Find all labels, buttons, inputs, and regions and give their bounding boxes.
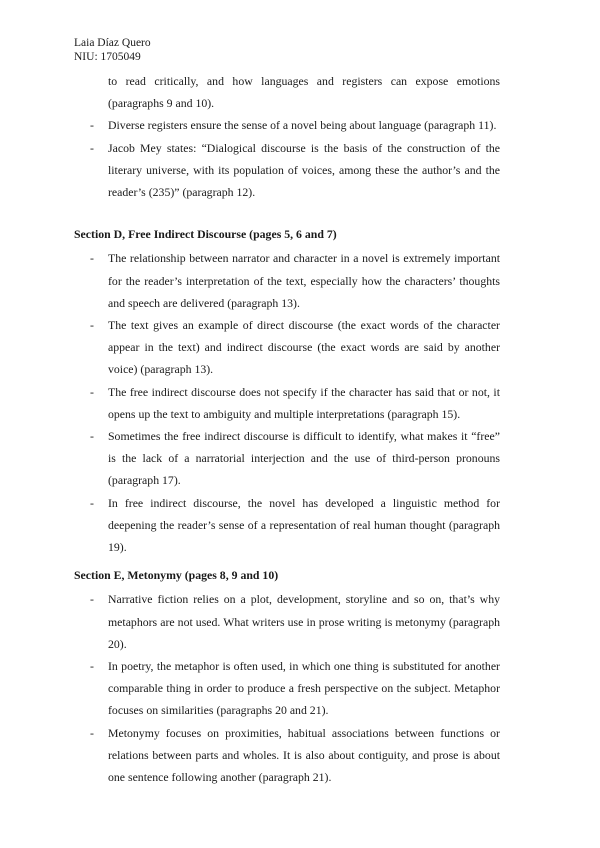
list-item [74, 722, 500, 789]
bullet-text: Narrative fiction relies on a plot, development, storyline and so on, that’s why metaphors are not used. What writers use in prose writing is metonymy (paragraph 20). [108, 592, 500, 651]
bullet-text: Jacob Mey states: “Dialogical discourse is the basis of the construction of the literary universe, with its population of voices, among these the author’s and the reader’s (235)” (paragraph 12). [108, 140, 500, 200]
page-header [74, 36, 151, 64]
intro-bullet-list [74, 70, 500, 203]
bullet-text: to read critically, and how languages and registers can expose emotions (paragraphs 9 and 10). [108, 74, 500, 111]
bullet-text: Sometimes the free indirect discourse is difficult to identify, what makes it “free” is the lack of a narratorial interjection and the use of third-person pronouns (paragraph 17). [108, 429, 500, 488]
bullet-dash: - [90, 251, 94, 266]
list-item [74, 588, 500, 655]
bullet-text: The free indirect discourse does not specify if the character has said that or not, it opens up the text to ambiguity and multiple interpretations (paragraph 15). [108, 384, 500, 421]
section-d-heading: Section D, Free Indirect Discourse (pages 5, 6 and 7) [74, 227, 337, 242]
bullet-dash: - [90, 725, 94, 740]
bullet-text: In poetry, the metaphor is often used, in which one thing is substituted for another comparable thing in order to produce a fresh perspective on the subject. Metaphor focuses on similarities (paragraphs 20 and 21). [108, 659, 500, 718]
author-name: Laia Díaz Quero [74, 37, 151, 49]
list-item [74, 425, 500, 492]
list-item [74, 247, 500, 314]
list-item [74, 70, 500, 114]
bullet-dash: - [90, 118, 94, 133]
bullet-text: Diverse registers ensure the sense of a novel being about language (paragraph 11). [108, 118, 497, 133]
bullet-dash: - [90, 659, 94, 674]
bullet-dash: - [90, 429, 94, 444]
bullet-dash: - [90, 384, 94, 399]
section-e-bullet-list [74, 588, 500, 788]
bullet-text: Metonymy focuses on proximities, habitual associations between functions or relations between parts and wholes. It is also about contiguity, and prose is about one sentence following another (paragraph 21). [108, 725, 500, 785]
list-item [74, 492, 500, 559]
list-item [74, 137, 500, 204]
bullet-dash: - [90, 592, 94, 607]
bullet-text: The text gives an example of direct discourse (the exact words of the character appear in the text) and indirect discourse (the exact words are said by another voice) (paragraph 13). [108, 318, 500, 377]
list-item [74, 381, 500, 425]
bullet-dash: - [90, 318, 94, 333]
section-d-bullet-list [74, 247, 500, 558]
list-item [74, 314, 500, 381]
list-item [74, 114, 500, 136]
document-body [74, 70, 500, 788]
bullet-text: The relationship between narrator and character in a novel is extremely important for the reader’s interpretation of the text, especially how the characters’ thoughts and speech are delivered (paragraph 13). [108, 251, 500, 310]
bullet-dash: - [90, 495, 94, 510]
section-e-heading: Section E, Metonymy (pages 8, 9 and 10) [74, 568, 279, 583]
bullet-dash: - [90, 140, 94, 155]
bullet-text: In free indirect discourse, the novel has developed a linguistic method for deepening the reader’s sense of a representation of real human thought (paragraph 19). [108, 495, 500, 555]
list-item [74, 655, 500, 722]
student-id: NIU: 1705049 [74, 51, 141, 63]
